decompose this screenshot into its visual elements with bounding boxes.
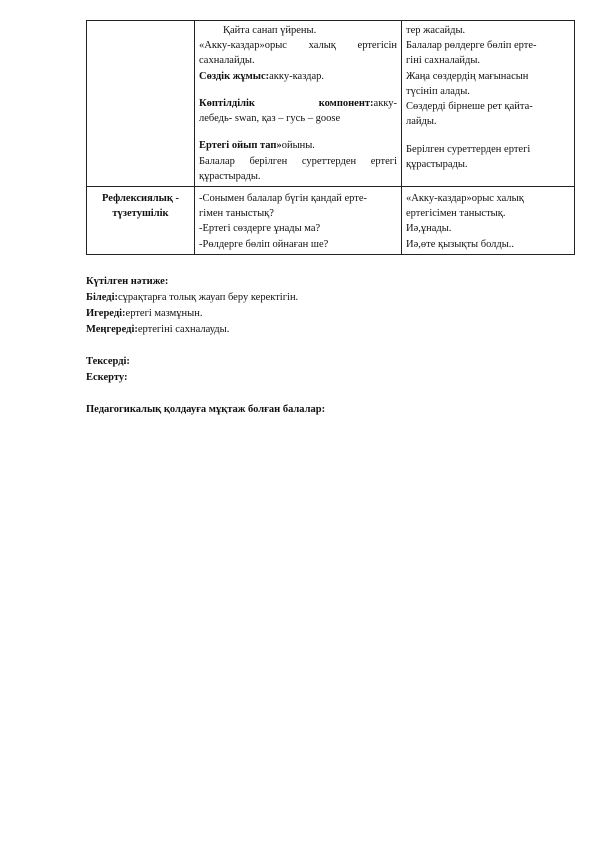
masters-line	[86, 322, 574, 338]
cell-line-bold: Көптілділік компонент:	[199, 97, 374, 109]
checked-label: Тексерді:	[86, 356, 130, 367]
masters-text: ертегіні сахналауды.	[137, 324, 230, 335]
cell-line-text: -Рөлдерге бөліп ойнаған ше?	[199, 238, 329, 250]
learns-label: Игереді:	[86, 308, 126, 319]
cell-line-bold: Ертегі ойып тап»	[199, 140, 282, 152]
stage-cell	[87, 186, 195, 254]
cell-line-bold: Сөздік жұмыс:	[199, 70, 270, 82]
cell-line-text: Иә,өте қызықты болды..	[406, 238, 515, 250]
cell-line	[199, 154, 397, 169]
cell-line	[199, 69, 397, 84]
cell-line-text: сахналайды.	[199, 55, 255, 67]
knows-text: сұрақтарға толық жауап беру керектігін.	[118, 292, 299, 303]
cell-line	[406, 191, 570, 206]
cell-line-text: Балалар берілген суреттерден ертегі	[199, 155, 397, 167]
cell-line	[199, 96, 397, 111]
cell-line-text: «Акку-каздар»орыс халық ертегісін	[199, 40, 397, 52]
support-needed-label: Педагогикалық қолдауға мұқтаж болған балалар:	[86, 404, 326, 415]
cell-line-text: Қайта санап үйрены.	[223, 25, 317, 36]
learns-text: ертегі мазмұнын.	[125, 308, 203, 319]
masters-label: Меңгереді:	[86, 324, 138, 335]
children-activity-cell	[402, 186, 575, 254]
teacher-activity-cell	[195, 186, 402, 254]
cell-line	[406, 157, 570, 172]
expected-result-heading: Күтілген нәтиже:	[86, 276, 169, 287]
cell-line	[406, 69, 570, 84]
cell-line-text: Берілген суреттерден ертегі	[406, 143, 531, 155]
cell-line-text: акку-каздар.	[269, 70, 325, 82]
table-row	[87, 21, 575, 187]
lesson-plan-table	[86, 20, 575, 255]
cell-line-text: «Акку-каздар»орыс халық	[406, 192, 524, 204]
cell-line	[199, 206, 397, 221]
cell-line-text: ойыны.	[281, 140, 315, 152]
cell-line-text: түсініп алады.	[406, 85, 470, 97]
cell-line	[199, 111, 397, 126]
stage-label: Рефлексиялық -	[101, 192, 180, 204]
cell-line-text: гіні сахналайды.	[406, 55, 480, 67]
stage-cell	[87, 21, 195, 187]
cell-line	[406, 142, 570, 157]
lesson-footer	[86, 274, 574, 418]
cell-line	[406, 53, 570, 68]
cell-line	[199, 23, 397, 38]
knows-line	[86, 290, 574, 306]
cell-line-text: құрастырады.	[406, 158, 468, 170]
cell-line-text: Иә,ұнады.	[406, 223, 452, 235]
cell-line	[199, 126, 397, 138]
cell-line-text: -Сонымен балалар бүгін қандай ерте-	[199, 192, 368, 204]
cell-line-text: Балалар рөлдерге бөліп ерте-	[406, 40, 537, 52]
cell-line	[406, 206, 570, 221]
cell-line	[199, 237, 397, 252]
cell-line	[406, 221, 570, 236]
cell-line-text: -Ертегі сөздерге ұнады ма?	[199, 223, 321, 235]
cell-line	[199, 138, 397, 153]
cell-line	[199, 221, 397, 236]
cell-line	[406, 38, 570, 53]
note-label: Ескерту:	[86, 372, 128, 383]
learns-line	[86, 306, 574, 322]
cell-line	[406, 130, 570, 142]
cell-line	[406, 99, 570, 114]
cell-line	[199, 53, 397, 68]
cell-line-text: лайды.	[406, 116, 437, 128]
stage-label: түзетушілік	[112, 208, 169, 220]
cell-line	[199, 38, 397, 53]
cell-line	[199, 84, 397, 96]
cell-line	[406, 23, 570, 38]
knows-label: Біледі:	[86, 292, 118, 303]
children-activity-cell	[402, 21, 575, 187]
cell-line-text: лебедь- swan, қаз – гусь – goose	[199, 113, 341, 125]
cell-line-text: құрастырады.	[199, 170, 261, 182]
cell-line-text: ертегісімен таныстық.	[406, 208, 506, 220]
cell-line-text: гімен таныстық?	[199, 208, 274, 220]
cell-line	[406, 237, 570, 252]
cell-line-text: Сөздерді бірнеше рет қайта-	[406, 101, 533, 113]
table-row	[87, 186, 575, 254]
teacher-activity-cell	[195, 21, 402, 187]
cell-line-text: тер жасайды.	[406, 25, 466, 36]
cell-line	[406, 84, 570, 99]
cell-line-text: Жаңа сөздердің мағынасын	[406, 70, 529, 82]
cell-line	[199, 169, 397, 184]
cell-line	[199, 191, 397, 206]
cell-line-text: акку-	[373, 97, 397, 109]
cell-line	[406, 114, 570, 129]
